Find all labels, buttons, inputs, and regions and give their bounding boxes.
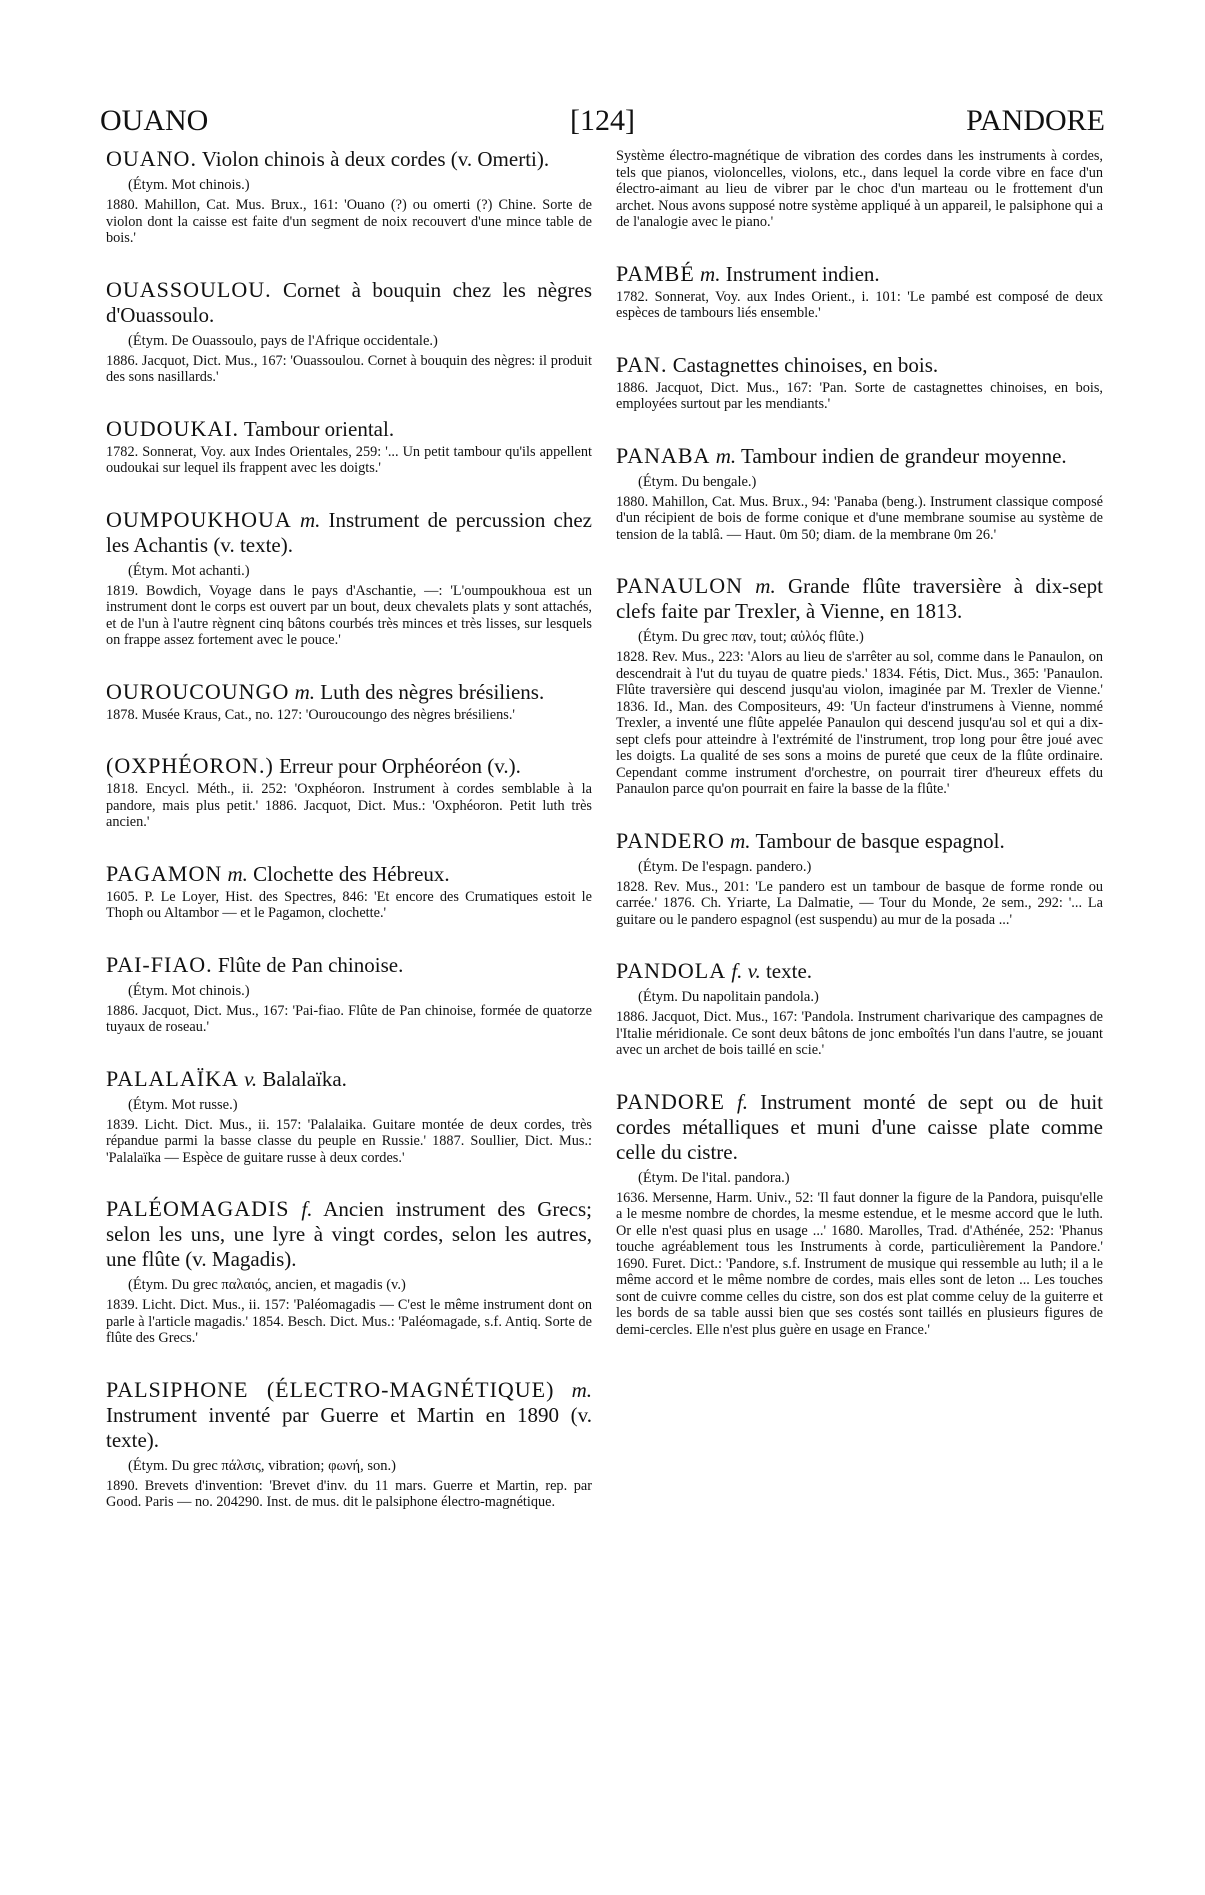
entry-citations: 1886. Jacquot, Dict. Mus., 167: 'Pan. Sorte de castagnettes chinoises, en bois, employées surtout par les mendiants.' <box>616 379 1103 412</box>
entry-citations: 1605. P. Le Loyer, Hist. des Spectres, 846: 'Et encore des Crumatiques estoit le Thoph ou Altambor — et le Pagamon, clochette.' <box>106 888 592 921</box>
entry-etymology: (Étym. Mot chinois.) <box>128 982 250 999</box>
entry-definition: texte. <box>765 959 813 983</box>
entry-headword: PAI-FIAO. <box>106 951 213 977</box>
left-column <box>106 146 592 1541</box>
dictionary-entry <box>616 828 1103 929</box>
entry-etymology: (Étym. Du grec πάλσις, vibration; φωνή, son.) <box>128 1457 396 1474</box>
entry-headword: OUDOUKAI. <box>106 415 240 441</box>
entry-citations: 1878. Musée Kraus, Cat., no. 127: 'Ouroucoungo des nègres brésiliens.' <box>106 706 515 723</box>
entry-headword: PANDOLA <box>616 958 727 983</box>
entry-heading <box>106 952 592 978</box>
entry-definition: Instrument monté de sept ou de huit cordes métalliques et muni d'une caisse plate comme celle du cistre. <box>616 1089 1104 1164</box>
dictionary-entry <box>616 958 1103 1059</box>
entry-heading <box>106 1066 592 1092</box>
entry-heading <box>106 1196 592 1272</box>
entry-part-of-speech: f. <box>736 1089 749 1114</box>
entry-heading <box>616 958 1103 984</box>
entry-etymology: (Étym. Mot achanti.) <box>128 562 250 579</box>
entry-headword: OUROUCOUNGO <box>106 678 290 704</box>
dictionary-entry <box>616 352 1103 413</box>
entry-citations: 1890. Brevets d'invention: 'Brevet d'inv. du 11 mars. Guerre et Martin, rep. par Good. Paris — no. 204290. Inst. de mus. dit le palsiphone électro-magnétique. <box>106 1477 592 1510</box>
entry-definition: Instrument inventé par Guerre et Martin en 1890 (v. texte). <box>106 1402 592 1452</box>
running-head <box>100 104 1105 144</box>
dictionary-entry <box>616 1089 1103 1339</box>
entry-heading <box>616 828 1103 854</box>
entry-definition: Instrument indien. <box>725 261 880 286</box>
entry-definition: Balalaïka. <box>262 1066 347 1091</box>
dictionary-entry <box>106 1066 592 1167</box>
entry-part-of-speech: m. <box>730 828 751 853</box>
dictionary-entry <box>616 443 1103 544</box>
entry-definition: Luth des nègres brésiliens. <box>320 679 545 704</box>
entry-heading <box>106 753 592 779</box>
entry-headword: PAGAMON <box>106 860 223 886</box>
entry-heading <box>616 573 1103 624</box>
dictionary-entry <box>106 1377 592 1511</box>
dictionary-entry <box>106 146 592 247</box>
entry-etymology: (Étym. Du grec παν, tout; αὐλός flûte.) <box>638 629 864 645</box>
dictionary-entry <box>106 416 592 477</box>
entry-definition: Castagnettes chinoises, en bois. <box>672 352 939 377</box>
dictionary-entry <box>106 277 592 386</box>
entry-heading <box>106 679 592 705</box>
entry-part-of-speech: m. <box>294 679 316 704</box>
running-head-left: OUANO <box>100 104 209 137</box>
right-column <box>616 146 1103 1368</box>
entry-headword: PAMBÉ <box>616 260 695 286</box>
dictionary-entry <box>106 1196 592 1347</box>
entry-part-of-speech: m. <box>715 443 737 468</box>
entry-etymology: (Étym. De l'ital. pandora.) <box>638 1169 790 1186</box>
entry-part-of-speech: v. <box>244 1066 258 1091</box>
entry-etymology: (Étym. Mot chinois.) <box>128 177 250 193</box>
entry-definition: Violon chinois à deux cordes (v. Omerti). <box>201 147 550 171</box>
entry-part-of-speech: m. <box>299 507 321 532</box>
entry-citations: 1886. Jacquot, Dict. Mus., 167: 'Pai-fiao. Flûte de Pan chinoise, formée de quatorze tuyaux de roseau.' <box>106 1002 592 1035</box>
entry-citations: 1782. Sonnerat, Voy. aux Indes Orient., i. 101: 'Le pambé est composé de deux espèces de tambours liés ensemble.' <box>616 288 1103 321</box>
dictionary-entry <box>106 679 592 724</box>
page-number: [124] <box>570 104 635 137</box>
entry-heading <box>616 443 1103 469</box>
dictionary-entry <box>106 753 592 831</box>
entry-heading <box>616 352 1103 378</box>
entry-headword: PANABA <box>616 442 711 468</box>
entry-headword: OUASSOULOU. <box>106 276 272 302</box>
entry-heading <box>106 507 592 558</box>
entry-etymology: (Étym. Mot russe.) <box>128 1096 238 1113</box>
entry-definition: Ancien instrument des Grecs; selon les uns, une lyre à vingt cordes, selon les autres, une flûte (v. Magadis). <box>106 1197 593 1271</box>
entry-etymology: (Étym. Du grec παλαιός, ancien, et magadis (v.) <box>128 1277 406 1293</box>
entry-citations: 1636. Mersenne, Harm. Univ., 52: 'Il faut donner la figure de la Pandora, puisqu'elle a le mesme nombre de chordes, la mesme estendue, et le mesme accord que le luth. Or elle n'est quasi plus en usage ...' 1680. Marolles, Trad. d'Athénée, 252: 'Phanus touche agréablement tous les Instruments à corde, particulièrement la Pandore.' 1690. Furet. Dict.: 'Pandore, s.f. Instrument de musique qui ressemble au luth; il a le même accord et le même nombre de cordes, mais elles sont de leton ... Les touches sont de cuivre comme celles du cistre, son dos est plat comme celuy de la guiterre et les bords de sa table aussi bien que ses costés sont taillés en plusieurs figures de demi-cercles. Elle n'est plus guère en usage en France.' <box>616 1189 1103 1338</box>
entry-definition: Cornet à bouquin chez les nègres d'Ouassoulo. <box>106 277 592 327</box>
entry-headword: PALSIPHONE (ÉLECTRO-MAGNÉTIQUE) <box>106 1376 555 1402</box>
entry-etymology: (Étym. Du napolitain pandola.) <box>638 989 819 1005</box>
entry-heading <box>106 861 592 887</box>
entry-citations: 1828. Rev. Mus., 223: 'Alors au lieu de s'arrêter au sol, comme dans le Panaulon, on descendrait à l'ut du tuyau de quatre pieds.' 1834. Fétis, Dict. Mus., 365: 'Panaulon. Flûte traversière qui descend jusqu'au violon, imaginée par M. Trexler de Vienne.' 1836. Id., Man. des Compositeurs, 49: 'Un facteur d'instrumens à Vienne, nommé Trexler, a inventé une flûte appelée Panaulon qui descend jusqu'au sol et qui a dix-sept clefs pour atteindre à l'extrémité de l'instrument, trop long pour être joué avec les doigts. La qualité de ses sons a moins de pureté que ceux de la flûte ordinaire. Cependant comme instrument d'orchestre, on pourrait tirer d'heureux effets du Panaulon parce qu'on pourrait en faire la basse de la flûte.' <box>616 649 1103 797</box>
entry-definition: Clochette des Hébreux. <box>253 861 450 886</box>
entry-citations: 1839. Licht. Dict. Mus., ii. 157: 'Palalaika. Guitare montée de deux cordes, très répandue parmi la basse classe du peuple en Russie.' 1887. Soullier, Dict. Mus.: 'Palalaïka — Espèce de guitare russe à deux cordes.' <box>106 1116 592 1166</box>
entry-headword: (OXPHÉORON.) <box>106 753 274 778</box>
entry-definition: Tambour oriental. <box>243 416 395 441</box>
entry-citations: 1828. Rev. Mus., 201: 'Le pandero est un tambour de basque de forme ronde ou carrée.' 1876. Ch. Yriarte, La Dalmatie, — Tour du Monde, 2e sem., 292: '... La guitare ou le pandero espagnol (est suspendu) au mur de la posada ...' <box>616 878 1103 928</box>
entry-citations: 1818. Encycl. Méth., ii. 252: 'Oxphéoron. Instrument à cordes semblable à la pandore, mais plus petit.' 1886. Jacquot, Dict. Mus.: 'Oxphéoron. Petit luth très ancien.' <box>106 781 592 830</box>
entry-etymology: (Étym. De l'espagn. pandero.) <box>638 858 812 875</box>
entry-definition: Tambour de basque espagnol. <box>755 828 1005 853</box>
entry-part-of-speech: f. <box>301 1197 313 1221</box>
entry-definition: Erreur pour Orphéoréon (v.). <box>279 754 521 778</box>
entry-heading <box>106 1377 592 1453</box>
entry-citations: 1886. Jacquot, Dict. Mus., 167: 'Ouassoulou. Cornet à bouquin des nègres: il produit des sons nasillards.' <box>106 352 592 385</box>
running-head-right: PANDORE <box>966 104 1105 137</box>
entry-part-of-speech: m. <box>755 574 776 598</box>
entry-citations: 1880. Mahillon, Cat. Mus. Brux., 161: 'Ouano (?) ou omerti (?) Chine. Sorte de violon dont la caisse est faite d'un segment de noix recouvert d'une mince table de bois.' <box>106 197 592 246</box>
entry-heading <box>616 261 1103 287</box>
entry-definition: Grande flûte traversière à dix-sept clefs faite par Trexler, à Vienne, en 1813. <box>616 574 1104 623</box>
entry-citations: 1886. Jacquot, Dict. Mus., 167: 'Pandola. Instrument charivarique des campagnes de l'Italie méridionale. Ce sont deux bâtons de jonc emboîtés l'un dans l'autre, se jouant avec un archet de bois taillé en scie.' <box>616 1009 1103 1058</box>
entry-heading <box>616 1089 1103 1165</box>
entry-etymology: (Étym. De Ouassoulo, pays de l'Afrique occidentale.) <box>128 332 438 349</box>
entry-part-of-speech: m. <box>700 261 721 286</box>
entry-etymology: (Étym. Du bengale.) <box>638 473 757 490</box>
entry-heading <box>106 416 592 442</box>
entry-citations: 1819. Bowdich, Voyage dans le pays d'Aschantie, —: 'L'oumpoukhoua est un instrument dont le corps est ouvert par un bout, deux chevalets plats y sont attachés, et de l'un à l'autre règnent cinq bâtons courbés très minces et très lisses, sur lesquels on frappe assez fortement avec le pouce.' <box>106 582 592 648</box>
entry-part-of-speech: m. <box>571 1377 592 1402</box>
entry-headword: PANAULON <box>616 573 743 598</box>
entry-part-of-speech: f. v. <box>731 959 761 983</box>
dictionary-entry <box>106 952 592 1036</box>
dictionary-entry <box>616 573 1103 798</box>
entry-heading <box>106 277 592 328</box>
entry-headword: PANDORE <box>616 1088 725 1114</box>
dictionary-entry <box>106 507 592 649</box>
entry-citations: Système électro-magnétique de vibration des cordes dans les instruments à cordes, tels que pianos, violoncelles, violons, etc., dans lequel la corde vibre en face d'un électro-aimant au lieu de vibrer par le choc d'un marteau ou le frottement d'un archet. Nous avons supposé notre système appliqué à un appareil, le palsiphone qui a de l'analogie avec le piano.' <box>616 148 1103 230</box>
entry-citations: 1782. Sonnerat, Voy. aux Indes Orientales, 259: '... Un petit tambour qu'ils appellent oudoukai sur lequel ils frappent avec les doigts.' <box>106 443 592 476</box>
entry-headword: PAN. <box>616 351 668 377</box>
entry-headword: OUMPOUKHOUA <box>106 506 292 532</box>
entry-headword: OUANO. <box>106 146 197 171</box>
dictionary-entry <box>106 861 592 922</box>
entry-part-of-speech: m. <box>227 861 248 886</box>
entry-citations: 1839. Licht. Dict. Mus., ii. 157: 'Paléomagadis — C'est le même instrument dont on parle à l'article magadis.' 1854. Besch. Dict. Mus.: 'Paléomagade, s.f. Antiq. Sorte de flûte des Grecs.' <box>106 1297 592 1346</box>
entry-citations: 1880. Mahillon, Cat. Mus. Brux., 94: 'Panaba (beng.). Instrument classique composé d'un récipient de bois de forme conique et d'une membrane soumise au système de tension de la tablâ. — Haut. 0m 50; diam. de la membrane 0m 26.' <box>616 493 1103 543</box>
entry-heading <box>106 146 592 172</box>
entry-headword: PALÉOMAGADIS <box>106 1196 290 1221</box>
dictionary-entry <box>616 261 1103 322</box>
entry-definition: Tambour indien de grandeur moyenne. <box>741 443 1067 468</box>
entry-headword: PALALAÏKA <box>106 1065 239 1091</box>
dictionary-entry <box>616 148 1103 231</box>
entry-definition: Instrument de percussion chez les Achantis (v. texte). <box>106 507 592 557</box>
entry-definition: Flûte de Pan chinoise. <box>217 952 404 977</box>
entry-headword: PANDERO <box>616 827 725 853</box>
